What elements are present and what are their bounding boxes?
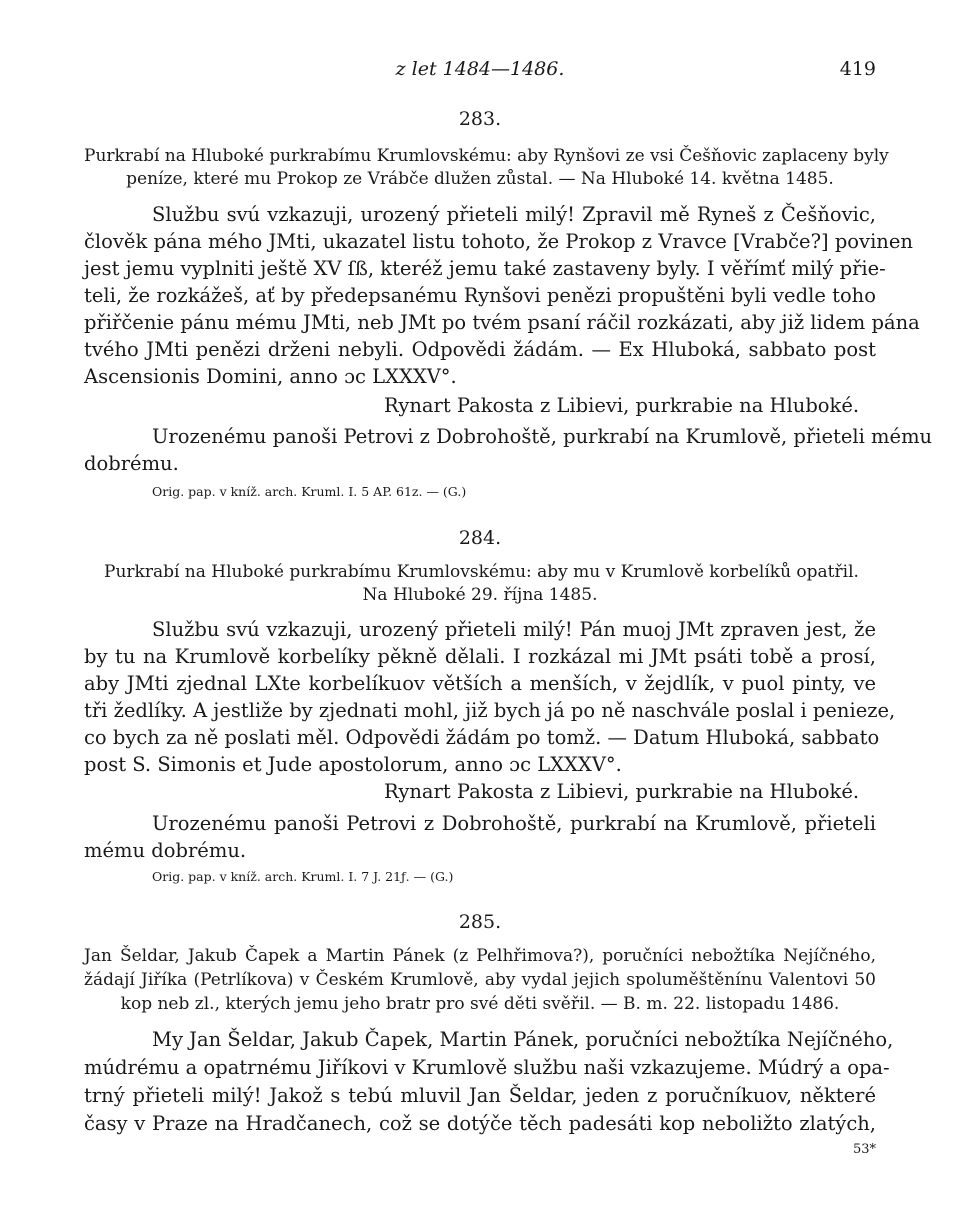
- source-note: Orig. pap. v kníž. arch. Kruml. I. 7 J. 21ƒ. — (G.): [152, 869, 454, 884]
- document-summary-line: žádají Jiříka (Petrlíkova) v Českém Krumlově, aby vydal jejich spoluměštěnínu Valentovi 50: [84, 970, 876, 990]
- page-header: [0, 58, 960, 88]
- body-line: člověk pána mého JMti, ukazatel listu tohoto, že Prokop z Vravce [Vrabče?] povinen: [84, 230, 913, 253]
- body-line: jest jemu vyplniti ještě XV ſß, kteréž jemu také zastaveny byly. I věřímť milý přie-: [84, 257, 886, 280]
- signature: Rynart Pakosta z Libievi, purkrabie na Hluboké.: [384, 394, 860, 417]
- body-line: by tu na Krumlově korbelíky pěkně dělali. I rozkázal mi JMt psáti tobě a prosí,: [84, 645, 876, 668]
- body-line: teli, že rozkážeš, ať by předepsanému Rynšovi penězi propuštěni byli vedle toho: [84, 284, 876, 307]
- body-line: tři žedlíky. A jestliže by zjednati mohl, již bych já po ně naschvále poslal i penieze,: [84, 699, 896, 722]
- document-summary-line: peníze, které mu Prokop ze Vrábče dlužen zůstal. — Na Hluboké 14. května 1485.: [126, 169, 834, 189]
- address-line: Urozenému panoši Petrovi z Dobrohoště, purkrabí na Krumlově, přieteli mému: [152, 425, 933, 448]
- body-line: přiřčenie pánu mému JMti, neb JMt po tvém psaní ráčil rozkázati, aby již lidem pána: [84, 311, 920, 334]
- address-line: Urozenému panoši Petrovi z Dobrohoště, purkrabí na Krumlově, přieteli: [152, 812, 876, 835]
- signature: Rynart Pakosta z Libievi, purkrabie na Hluboké.: [384, 780, 860, 803]
- body-line: múdrému a opatrnému Jiříkovi v Krumlově službu naši vzkazujeme. Múdrý a opa-: [84, 1056, 890, 1079]
- body-line: Ascensionis Domini, anno ɔc LXXXV°.: [84, 365, 457, 388]
- body-line: co bych za ně poslati měl. Odpovědi žádám po tomž. — Datum Hluboká, sabbato: [84, 726, 880, 749]
- document-number: 284.: [458, 527, 502, 549]
- running-title: z let 1484—1486.: [395, 58, 565, 80]
- document-summary-line: Na Hluboké 29. října 1485.: [362, 585, 598, 605]
- body-line: Službu svú vzkazuji, urozený přieteli milý! Pán muoj JMt zpraven jest, že: [152, 618, 876, 641]
- body-line: Službu svú vzkazuji, urozený přieteli milý! Zpravil mě Ryneš z Češňovic,: [152, 203, 876, 226]
- page-number: 419: [839, 58, 876, 80]
- body-line: časy v Praze na Hradčanech, což se dotýče těch padesáti kop neboližto zlatých,: [84, 1112, 876, 1135]
- address-line: mému dobrému.: [84, 839, 247, 862]
- body-line: My Jan Šeldar, Jakub Čapek, Martin Pánek, poručníci nebožtíka Nejíčného,: [152, 1028, 894, 1051]
- body-line: tvého JMti penězi drženi nebyli. Odpovědi žádám. — Ex Hluboká, sabbato post: [84, 338, 876, 361]
- body-line: aby JMti zjednal LXte korbelíkuov větších a menších, v žejdlík, v puol pinty, ve: [84, 672, 876, 695]
- document-summary-line: Purkrabí na Hluboké purkrabímu Krumlovskému: aby mu v Krumlově korbelíků opatřil.: [104, 562, 859, 582]
- address-line: dobrému.: [84, 452, 179, 475]
- document-number: 283.: [458, 108, 502, 130]
- source-note: Orig. pap. v kníž. arch. Kruml. I. 5 AP. 61z. — (G.): [152, 484, 467, 499]
- body-line: trný přieteli milý! Jakož s tebú mluvil Jan Šeldar, jeden z poručníkuov, některé: [84, 1084, 876, 1107]
- document-summary-line: kop neb zl., kterých jemu jeho bratr pro své děti svěřil. — B. m. 22. listopadu 1486.: [120, 994, 840, 1014]
- document-summary-line: Jan Šeldar, Jakub Čapek a Martin Pánek (z Pelhřimova?), poručníci nebožtíka Nejíčného,: [84, 946, 876, 966]
- document-summary-line: Purkrabí na Hluboké purkrabímu Krumlovskému: aby Rynšovi ze vsi Češňovic zaplaceny byly: [84, 146, 889, 166]
- signature-mark: 53*: [852, 1142, 876, 1157]
- document-number: 285.: [458, 911, 502, 933]
- body-line: post S. Simonis et Jude apostolorum, anno ɔc LXXXV°.: [84, 753, 622, 776]
